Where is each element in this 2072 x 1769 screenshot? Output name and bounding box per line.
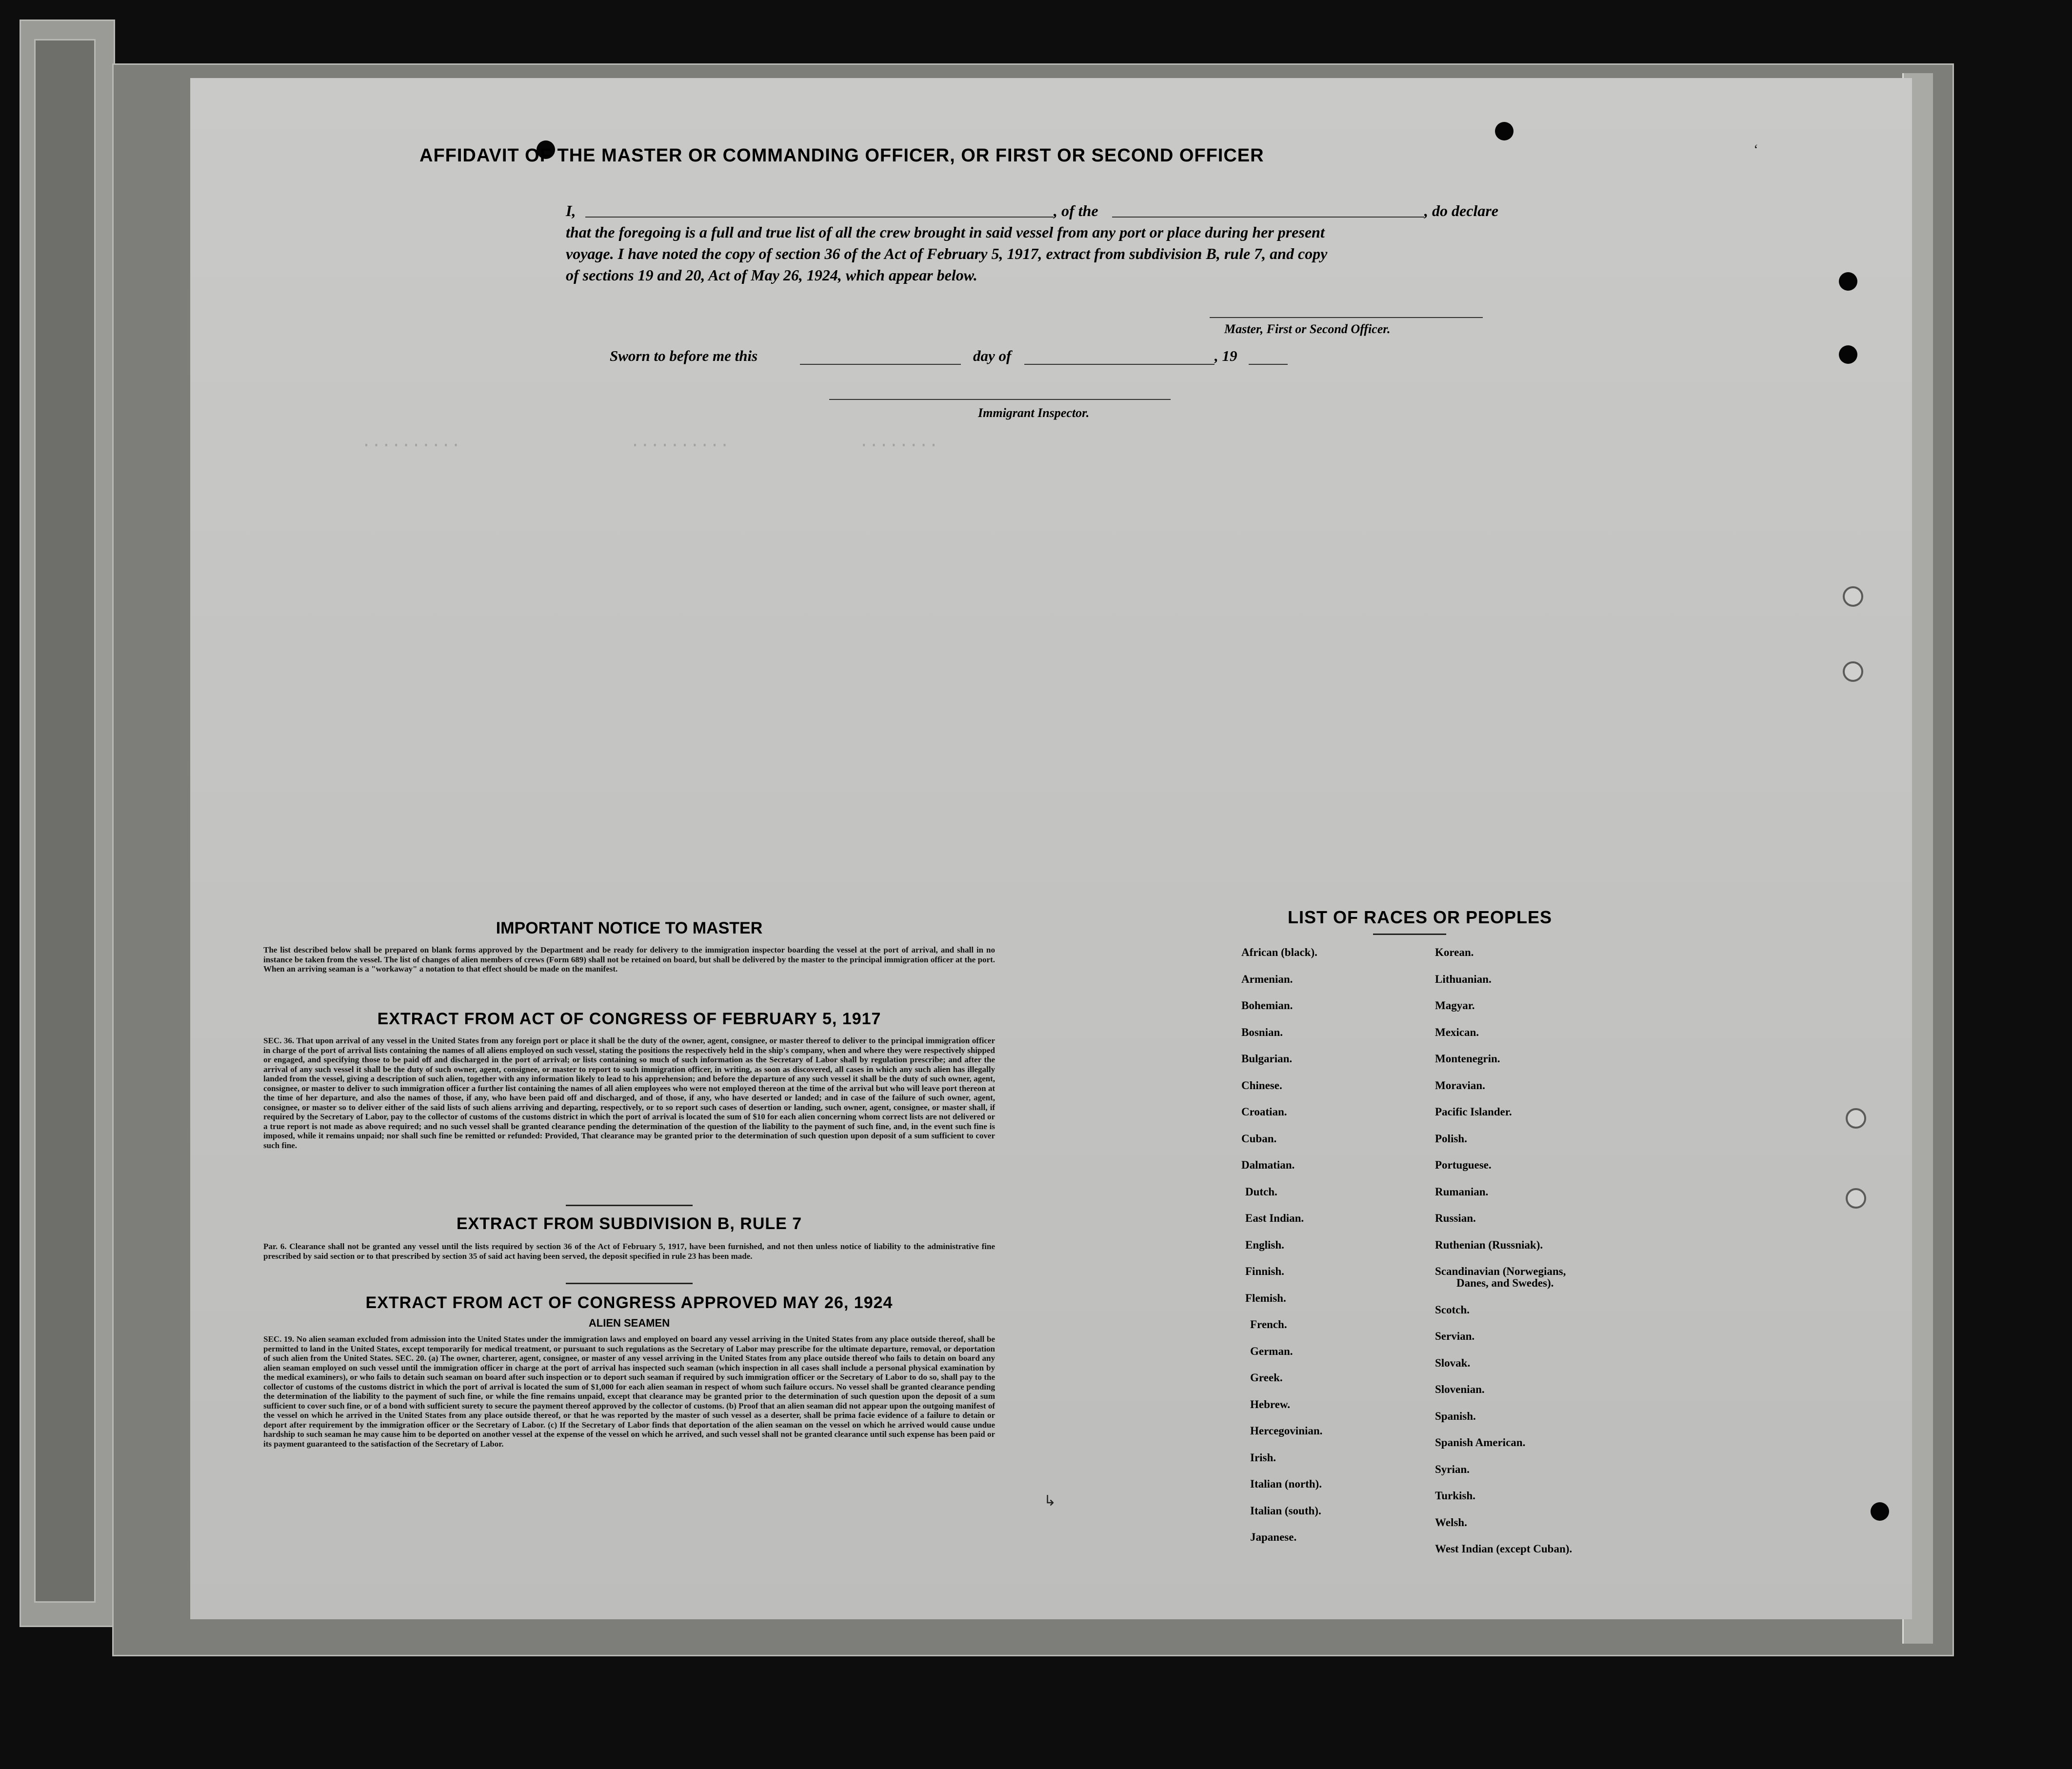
extract1-heading: EXTRACT FROM ACT OF CONGRESS OF FEBRUARY 5, 1917 <box>377 1010 881 1028</box>
race-item: Bohemian. <box>1241 999 1293 1012</box>
races-heading-underline <box>1373 934 1446 935</box>
extract3-subheading: ALIEN SEAMEN <box>588 1317 670 1329</box>
master-signature-line[interactable] <box>1210 317 1483 318</box>
race-item: Flemish. <box>1245 1292 1286 1304</box>
inspector-signature-line[interactable] <box>829 399 1171 400</box>
race-item: Pacific Islander. <box>1435 1106 1512 1118</box>
punch-ring <box>1846 1188 1866 1209</box>
extract2-text: Par. 6. Clearance shall not be granted any vessel until the lists required by section 36 of the Act of February 5, 1917, have been furnished, and not then unless notice of liability to the administrative fine prescribed by said section or to that prescribed by section 35 of said act having been served, the deposit specified in rule 23 has been made. <box>263 1242 995 1261</box>
race-item: Scotch. <box>1435 1303 1470 1316</box>
affidavit-line-2: that the foregoing is a full and true list of all the crew brought in said vessel from any port or place during her present <box>566 223 1325 241</box>
race-item: Scandinavian (Norwegians, <box>1435 1265 1566 1277</box>
year-label: , 19 <box>1215 347 1237 364</box>
race-item: Bulgarian. <box>1241 1053 1293 1065</box>
race-item: Japanese. <box>1250 1531 1297 1543</box>
affidavit-of-the: , of the <box>1054 202 1098 219</box>
race-item: Portuguese. <box>1435 1159 1492 1171</box>
race-item: Moravian. <box>1435 1079 1485 1092</box>
race-item: Greek. <box>1250 1371 1283 1384</box>
sworn-day-blank[interactable] <box>800 364 961 365</box>
race-item: Finnish. <box>1245 1265 1284 1277</box>
race-item: Irish. <box>1250 1451 1276 1464</box>
race-item: Magyar. <box>1435 999 1475 1012</box>
race-item: Danes, and Swedes). <box>1456 1277 1554 1289</box>
punch-hole <box>1839 272 1857 291</box>
race-item: West Indian (except Cuban). <box>1435 1543 1573 1555</box>
divider <box>566 1283 693 1284</box>
race-item: African (black). <box>1241 946 1317 958</box>
affidavit-body <box>566 200 1517 286</box>
race-item: Mexican. <box>1435 1026 1479 1038</box>
paper-stack-left-inner <box>34 39 96 1603</box>
race-item: Turkish. <box>1435 1490 1475 1502</box>
race-item: Italian (north). <box>1250 1478 1322 1490</box>
race-item: Cuban. <box>1241 1132 1277 1145</box>
sworn-year-blank[interactable] <box>1249 364 1288 365</box>
punch-hole <box>1871 1502 1889 1521</box>
race-item: Armenian. <box>1241 973 1293 985</box>
bleed-through-texture: .......... .......... ........ <box>361 433 939 452</box>
race-item: Hercegovinian. <box>1250 1425 1323 1437</box>
race-item: Spanish. <box>1435 1410 1476 1422</box>
race-item: Dutch. <box>1245 1185 1277 1198</box>
race-item: Slovenian. <box>1435 1383 1485 1395</box>
race-item: Ruthenian (Russniak). <box>1435 1238 1543 1251</box>
extract3-text: SEC. 19. No alien seaman excluded from admission into the United States under the immigration laws and employed on board any vessel arriving in the United States from any place outside thereof, shall be permitted to land in the United States, except temporarily for medical treatment, or pursuant to such regulations as the Secretary of Labor may prescribe for the ultimate departure, removal, or deportation of such alien from the United States. SEC. 20. (a) The owner, charterer, agent, consignee, or master of any vessel arriving in the United States from any place outside thereof who fails to detain on board any alien seaman employed on such vessel until the immigration officer in charge at the port of arrival has inspected such seaman (which inspection in all cases shall include a personal physical examination by the medical examiners), or who fails to detain such seaman on board after such inspection or to deport such seaman if required by such immigration officer or the Secretary of Labor to do so, shall pay to the collector of customs of the customs district in which the port of arrival is located the sum of $1,000 for each alien seaman in respect of whom such failure occurs. No vessel shall be granted clearance pending the determination of the liability to the payment of such fine, or while the fine remains unpaid, except that clearance may be granted prior to the determination of such question upon the deposit of a sum sufficient to cover such fine, or of a bond with sufficient surety to secure the payment thereof approved by the collector of customs. (b) Proof that an alien seaman did not appear upon the outgoing manifest of the vessel on which he arrived in the United States from any place outside thereof, or that he was reported by the master of such vessel as a deserter, shall be prima facie evidence of a failure to detain or deport after requirement by the immigration officer or the Secretary of Labor. (c) If the Secretary of Labor finds that deportation of the alien seaman on the vessel on which he arrived would cause undue hardship to such seaman he may cause him to be deported on another vessel at the expense of the vessel on which he arrived, and such vessel shall not be granted clearance until such expense has been paid or its payment guaranteed to the satisfaction of the Secretary of Labor. <box>263 1334 995 1449</box>
vessel-blank[interactable] <box>1112 217 1424 218</box>
race-item: Bosnian. <box>1241 1026 1283 1038</box>
race-item: German. <box>1250 1345 1293 1357</box>
name-blank[interactable] <box>585 217 1054 218</box>
affidavit-i-label: I, <box>566 202 576 219</box>
affidavit-do-declare: , do declare <box>1424 202 1498 219</box>
punch-ring <box>1843 586 1863 607</box>
punch-ring <box>1843 661 1863 682</box>
sworn-label: Sworn to before me this <box>610 347 758 364</box>
day-of-label: day of <box>973 347 1012 364</box>
master-label: Master, First or Second Officer. <box>1224 322 1391 336</box>
stray-mark: ‘ <box>1753 141 1758 158</box>
race-item: Hebrew. <box>1250 1398 1290 1411</box>
race-item: Dalmatian. <box>1241 1159 1295 1171</box>
race-item: Syrian. <box>1435 1463 1470 1475</box>
punch-ring <box>1846 1108 1866 1129</box>
affidavit-line-3: voyage. I have noted the copy of section 36 of the Act of February 5, 1917, extract from subdivision B, rule 7, and copy <box>566 245 1328 262</box>
race-item: Montenegrin. <box>1435 1053 1500 1065</box>
race-item: Servian. <box>1435 1330 1475 1342</box>
affidavit-title: AFFIDAVIT OF THE MASTER OR COMMANDING OFFICER, OR FIRST OR SECOND OFFICER <box>419 145 1264 166</box>
race-item: Welsh. <box>1435 1516 1467 1529</box>
race-item: English. <box>1245 1238 1284 1251</box>
divider <box>566 1205 693 1206</box>
extract2-heading: EXTRACT FROM SUBDIVISION B, RULE 7 <box>456 1214 802 1233</box>
race-item: Rumanian. <box>1435 1185 1489 1198</box>
punch-hole <box>1839 345 1857 364</box>
notice-heading: IMPORTANT NOTICE TO MASTER <box>496 919 763 937</box>
race-item: Italian (south). <box>1250 1504 1321 1517</box>
affidavit-first-line <box>566 200 1517 221</box>
race-item: Spanish American. <box>1435 1436 1526 1449</box>
sworn-month-blank[interactable] <box>1024 364 1215 365</box>
race-item: Chinese. <box>1241 1079 1282 1092</box>
races-heading: LIST OF RACES OR PEOPLES <box>1288 907 1553 927</box>
punch-hole <box>1495 122 1514 140</box>
extract1-text: SEC. 36. That upon arrival of any vessel in the United States from any foreign port or place it shall be the duty of the owner, agent, consignee, or master thereof to deliver to the principal immigration officer in charge of the port of arrival lists containing the names of all aliens employed on such vessel, stating the positions the respectively held in the ship's company, when and where they were respectively shipped or engaged, and specifying those to be paid off and discharged in the port of arrival; or lists containing so much of such information as the Secretary of Labor shall by regulation prescribe; and after the arrival of any such vessel it shall be the duty of such owner, agent, consignee, or master to report to such immigration officer, in writing, as soon as discovered, all cases in which any such alien has illegally landed from the vessel, giving a description of such alien, together with any information likely to lead to his apprehension; and before the departure of any such vessel it shall be the duty of such owner, agent, consignee, or master to deliver to such immigration officer a further list containing the names of all alien employees who were not employed thereon at the time of the arrival but who will leave port thereon at the time of her departure, and also the names of those, if any, who have been paid off and discharged, and of those, if any, who have deserted or landed; and in case of the failure of such owner, agent, consignee, or master so to deliver either of the said lists of such aliens arriving and departing, respectively, or to so report such cases of desertion or landing, such owner, agent, consignee, or master shall, if required by the Secretary of Labor, pay to the collector of customs of the customs district in which the port of arrival is located the sum of $10 for each alien concerning whom correct lists are not delivered or a true report is not made as above required; and no such vessel shall be granted clearance pending the determination of the question of the liability to the payment of such fine, and, in the event such fine is imposed, while it remains unpaid; nor shall such fine be remitted or refunded: Provided, That clearance may be granted prior to the determination of such question upon deposit of a sum sufficient to cover such fine. <box>263 1036 995 1150</box>
affidavit-line-4: of sections 19 and 20, Act of May 26, 1924, which appear below. <box>566 266 977 284</box>
inspector-label: Immigrant Inspector. <box>978 406 1090 420</box>
extract3-heading: EXTRACT FROM ACT OF CONGRESS APPROVED MAY 26, 1924 <box>365 1293 893 1312</box>
race-item: Korean. <box>1435 946 1474 958</box>
stray-mark: ↳ <box>1044 1493 1056 1509</box>
race-item: Slovak. <box>1435 1356 1471 1369</box>
race-item: Polish. <box>1435 1132 1467 1145</box>
race-item: East Indian. <box>1245 1212 1304 1224</box>
race-item: Russian. <box>1435 1212 1476 1224</box>
race-item: Lithuanian. <box>1435 973 1492 985</box>
notice-text: The list described below shall be prepared on blank forms approved by the Department and be ready for delivery to the immigration inspector boarding the vessel at the port of arrival, and shall in no instance be taken from the vessel. The list of changes of alien members of crews (Form 689) shall not be retained on board, but shall be delivered by the master to the principal immigration officer at the port. When an arriving seaman is a "workaway" a notation to that effect should be made on the manifest. <box>263 945 995 974</box>
race-item: Croatian. <box>1241 1106 1287 1118</box>
race-item: French. <box>1250 1318 1287 1331</box>
